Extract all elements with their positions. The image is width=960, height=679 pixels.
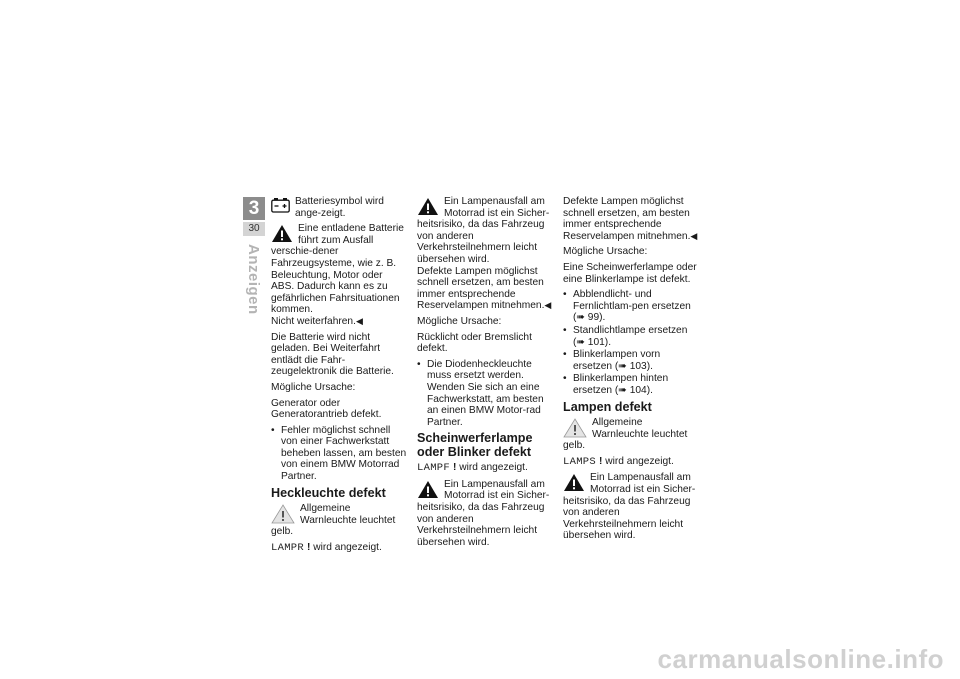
general-warning-light-icon: [271, 504, 295, 524]
warning-triangle-icon: [563, 473, 585, 492]
page-ref-arrow: ➠: [576, 336, 585, 348]
section-side-label: Anzeigen: [245, 244, 262, 315]
page-ref-link[interactable]: 103: [629, 360, 647, 372]
general-warning-light-icon: [563, 418, 587, 438]
tail-light-indicator-note: [271, 503, 408, 538]
cause-label: Mögliche Ursache:: [271, 381, 356, 393]
remedy-list: [417, 359, 554, 429]
page-ref-arrow: ➠: [618, 384, 627, 396]
lamps-indicator-note: [563, 417, 700, 452]
list-item: • Fehler möglichst schnell von einer Fachwerkstatt beheben lassen, am besten von einem BMW Motorrad Partner.: [271, 424, 407, 483]
lamp-replace-text: Defekte Lampen möglichst schnell ersetzen, am besten immer entsprechende Reservelampen mitnehmen.: [563, 196, 691, 242]
lamp-failure-warning-text: Ein Lampenausfall am Motorrad ist ein Sicher-heitsrisiko, da das Fahrzeug von anderen Verkehrsteilnehmern leicht übersehen wird.: [563, 472, 696, 542]
cause-text: Eine Scheinwerferlampe oder eine Blinkerlampe ist defekt.: [563, 261, 697, 285]
warning-triangle-icon: [271, 224, 293, 243]
exclamation-mark: !: [307, 541, 311, 553]
bullet: •: [563, 289, 567, 301]
general-warning-text: Allgemeine Warnleuchte leuchtet gelb.: [563, 417, 688, 452]
display-code-suffix: wird angezeigt.: [459, 462, 528, 474]
lamp-failure-warning-2: [417, 479, 554, 549]
cause-label: Mögliche Ursache:: [563, 246, 648, 258]
display-code-line: [417, 462, 554, 475]
lamp-replace-text: Defekte Lampen möglichst schnell ersetzen, am besten immer entsprechende Reservelampen mitnehmen.: [417, 265, 545, 312]
list-item: • Abblendlicht- und Fernlichtlam-pen ersetzen (➠ 99).: [563, 289, 691, 324]
heading-lamps-defective: Lampen defekt: [563, 399, 652, 414]
watermark: carmanualsonline.info: [657, 644, 944, 674]
page-ref-link[interactable]: 104: [629, 384, 647, 396]
lamp-failure-warning: [417, 196, 554, 312]
column-2: [417, 196, 554, 552]
list-item: • Blinkerlampen vorn ersetzen (➠ 103).: [563, 349, 661, 372]
end-mark: ◀: [544, 300, 552, 311]
list-item: • Die Diodenheckleuchte muss ersetzt werden. Wenden Sie sich an eine Fachwerkstatt, am besten an einen BMW Motor-rad Partner.: [417, 358, 544, 428]
lamp-failure-warning-text-2: Ein Lampenausfall am Motorrad ist ein Sicher-heitsrisiko, da das Fahrzeug von anderen Verkehrsteilnehmern leicht übersehen wird.: [417, 478, 550, 548]
warning-triangle-icon: [417, 480, 439, 499]
lamp-failure-warning-text: Ein Lampenausfall am Motorrad ist ein Sicher-heitsrisiko, da das Fahrzeug von anderen Verkehrsteilnehmern leicht übersehen wird.: [417, 196, 550, 265]
general-warning-text: Allgemeine Warnleuchte leuchtet gelb.: [271, 503, 396, 538]
bullet: •: [417, 358, 421, 370]
display-code-line: [271, 542, 408, 555]
list-item: • Standlichtlampe ersetzen (➠ 101).: [563, 324, 688, 348]
bullet: •: [563, 324, 567, 336]
battery-indicator-text: Batteriesymbol wird ange-zeigt.: [295, 196, 384, 219]
end-mark: ◀: [355, 315, 363, 326]
column-3: [563, 196, 700, 546]
display-code: LAMPR: [271, 541, 305, 554]
display-code-suffix: wird angezeigt.: [605, 455, 674, 467]
display-code: LAMPF: [417, 462, 451, 475]
heading-headlight-indicator: Scheinwerferlampe oder Blinker defekt: [417, 431, 533, 459]
cause-text: Rücklicht oder Bremslicht defekt.: [417, 331, 532, 355]
end-mark: ◀: [690, 230, 698, 241]
battery-warning-text: Eine entladene Batterie führt zum Ausfall verschie-dener Fahrzeugsysteme, wie z. B. Beleuchtung, Motor oder ABS. Dadurch kann es zu gefährlichen Fahrsituationen kommen.: [271, 223, 404, 316]
display-code-line: [563, 456, 700, 469]
remedy-list: [563, 289, 700, 396]
chapter-number: 3: [243, 197, 265, 220]
battery-not-charged-text: Die Batterie wird nicht geladen. Bei Weiterfahrt entlädt die Fahr-zeugelektronik die Batterie.: [271, 331, 394, 378]
exclamation-mark: !: [453, 462, 457, 474]
column-1: [271, 196, 408, 559]
bullet: •: [271, 424, 275, 436]
lamp-replace-para: [563, 196, 700, 242]
bullet: •: [563, 349, 567, 361]
page-ref-link[interactable]: 99: [587, 312, 600, 324]
heading-tail-light: Heckleuchte defekt: [271, 485, 386, 500]
display-code-suffix: wird angezeigt.: [313, 541, 382, 553]
warning-triangle-icon: [417, 197, 439, 216]
cause-text: Generator oder Generatorantrieb defekt.: [271, 397, 382, 421]
page-ref-link[interactable]: 101: [587, 336, 605, 348]
display-code: LAMPS: [563, 455, 597, 468]
battery-warning: [271, 223, 408, 327]
page-ref-arrow: ➠: [576, 312, 585, 324]
exclamation-mark: !: [599, 455, 603, 467]
battery-icon: [271, 197, 290, 213]
cause-label: Mögliche Ursache:: [417, 315, 502, 327]
list-item: • Blinkerlampen hinten ersetzen (➠ 104).: [563, 373, 669, 396]
lamp-failure-warning: [563, 472, 700, 542]
bullet: •: [563, 373, 567, 385]
battery-indicator-note: [271, 196, 408, 219]
remedy-list: [271, 425, 408, 483]
page-ref-arrow: ➠: [618, 360, 627, 372]
battery-warning-end-text: Nicht weiterfahren.: [271, 315, 356, 327]
page-number: 30: [243, 222, 265, 236]
